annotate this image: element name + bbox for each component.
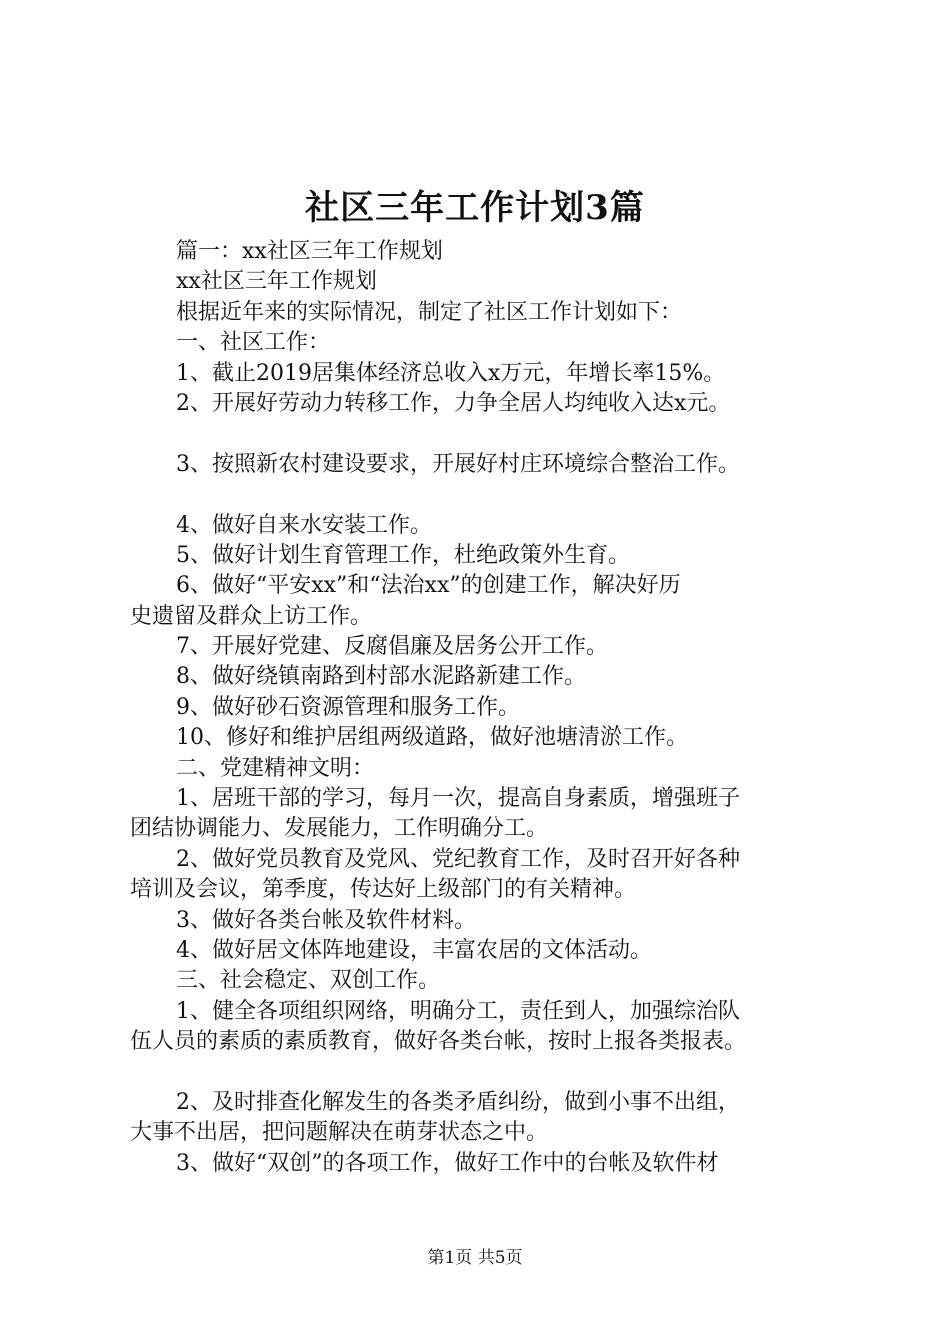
text-line: 大事不出居，把问题解决在萌芽状态之中。 (130, 1120, 549, 1146)
text-line: 篇一：xx社区三年工作规划 (176, 239, 443, 264)
text-line: 1、健全各项组织网络，明确分工，责任到人，加强综治队 (176, 998, 740, 1024)
paragraph-gap (130, 419, 840, 449)
text-line: xx社区三年工作规划 (176, 269, 377, 295)
text-line: 4、做好自来水安装工作。 (176, 512, 432, 538)
text-line: 4、做好居文体阵地建设，丰富农居的文体活动。 (176, 937, 652, 963)
text-line: 史遗留及群众上访工作。 (130, 603, 373, 629)
section-heading: 三、社会稳定、双创工作。 (176, 968, 441, 994)
text-line: 2、做好党员教育及党风、党纪教育工作，及时召开好各种 (176, 846, 740, 872)
text-line: 2、及时排查化解发生的各类矛盾纠纷，做到小事不出组， (176, 1089, 740, 1115)
text-line: 3、按照新农村建设要求，开展好村庄环境综合整治工作。 (176, 451, 740, 477)
text-line: 2、开展好劳动力转移工作，力争全居人均纯收入达x元。 (176, 390, 731, 416)
paragraph-gap (130, 480, 840, 510)
text-line: 7、开展好党建、反腐倡廉及居务公开工作。 (176, 634, 608, 660)
text-line: 3、做好“双创”的各项工作，做好工作中的台帐及软件材 (176, 1150, 719, 1176)
text-line: 10、修好和维护居组两级道路，做好池塘清淤工作。 (176, 725, 688, 751)
text-line: 6、做好“平安xx”和“法治xx”的创建工作，解决好历 (176, 573, 681, 599)
document-body (130, 237, 840, 1179)
text-line: 1、居班干部的学习，每月一次，提高自身素质，增强班子 (176, 786, 740, 812)
text-line: 团结协调能力、发展能力，工作明确分工。 (130, 816, 549, 842)
text-line: 伍人员的素质的素质教育，做好各类台帐，按时上报各类报表。 (130, 1029, 747, 1055)
paragraph-gap (130, 1058, 840, 1088)
text-line: 1、截止2019居集体经济总收入x万元，年增长率15%。 (176, 360, 726, 386)
section-heading: 二、党建精神文明： (176, 755, 375, 781)
text-line: 5、做好计划生育管理工作，杜绝政策外生育。 (176, 542, 630, 568)
text-line: 培训及会议，第季度，传达好上级部门的有关精神。 (130, 877, 637, 903)
text-line: 3、做好各类台帐及软件材料。 (176, 907, 476, 933)
page-number-footer: 第1页 共5页 (427, 1248, 523, 1268)
text-line: 8、做好绕镇南路到村部水泥路新建工作。 (176, 664, 586, 690)
text-line: 9、做好砂石资源管理和服务工作。 (176, 694, 520, 720)
text-line: 根据近年来的实际情况，制定了社区工作计划如下： (176, 299, 683, 325)
section-heading: 一、社区工作： (176, 330, 331, 356)
document-title: 社区三年工作计划3篇 (305, 188, 645, 228)
